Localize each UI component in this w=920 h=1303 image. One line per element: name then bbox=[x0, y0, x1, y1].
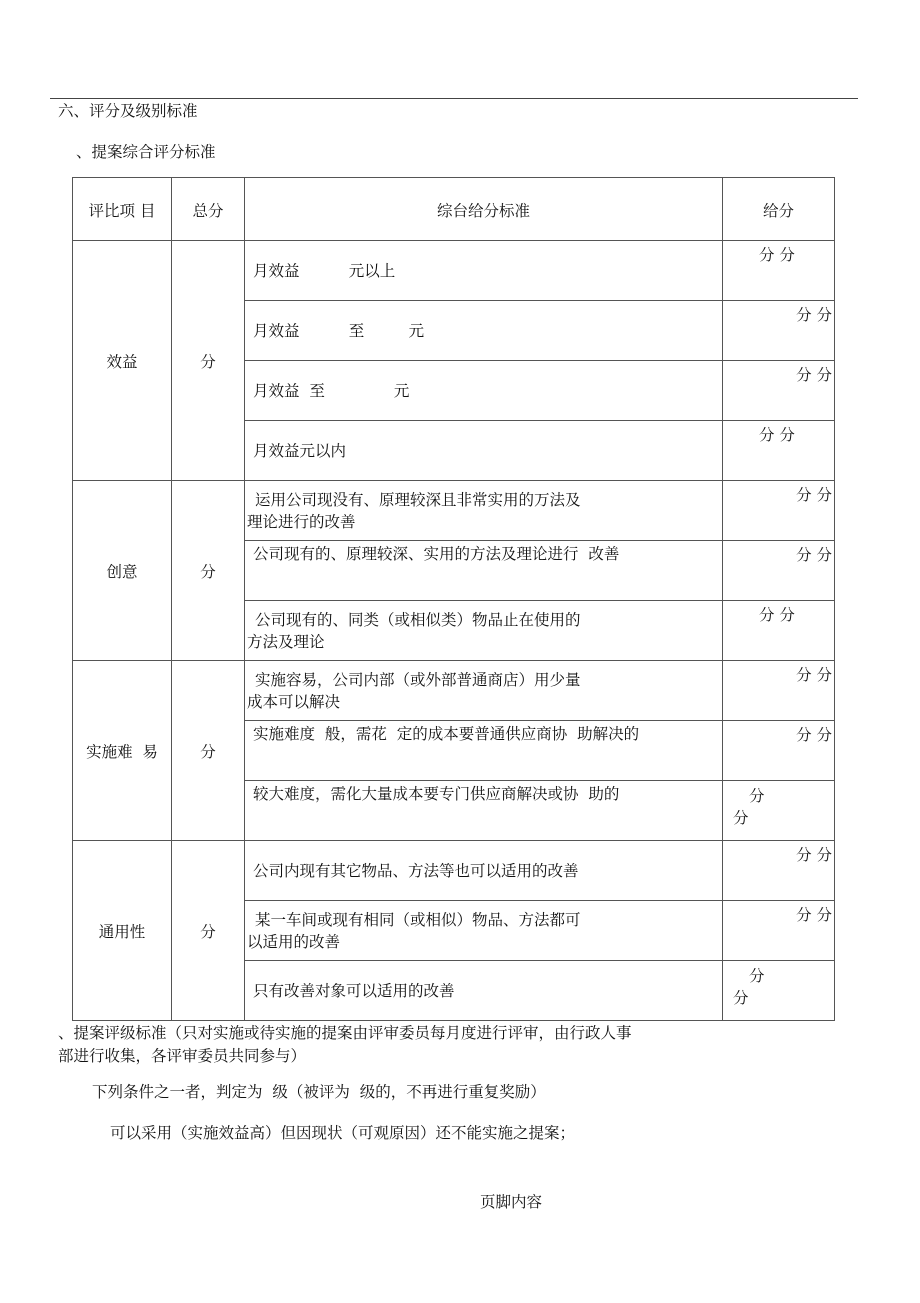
criteria-cell: 月效益 元以上 bbox=[245, 241, 723, 301]
table-row bbox=[73, 241, 835, 301]
header-item: 评比项 目 bbox=[73, 178, 172, 241]
sub-title: 、提案综合评分标准 bbox=[76, 143, 216, 161]
criteria-cell: 公司现有的、同类（或相似类）物品止在使用的 方法及理论 bbox=[245, 601, 723, 661]
score-cell: 分 分 bbox=[723, 661, 835, 721]
criteria-cell: 实施容易，公司内部（或外部普通商店）用少量 成本可以解决 bbox=[245, 661, 723, 721]
header-rule bbox=[50, 98, 858, 99]
criteria-cell: 只有改善对象可以适用的改善 bbox=[245, 961, 723, 1021]
total-difficulty: 分 bbox=[172, 661, 245, 841]
category-benefit: 效益 bbox=[73, 241, 172, 481]
criteria-cell: 实施难度 般，需花 定的成本要普通供应商协 助解决的 bbox=[245, 721, 723, 781]
level-standard-title: 、提案评级标准（只对实施或待实施的提案由评审委员每月度进行评审，由行政人事 部进行收集，各评审委员共同参与） bbox=[58, 1024, 632, 1065]
score-cell: 分 分 bbox=[723, 841, 835, 901]
score-cell: 分 分 bbox=[723, 361, 835, 421]
criteria-cell: 运用公司现没有、原理较深且非常实用的万法及 理论进行的改善 bbox=[245, 481, 723, 541]
page-footer: 页脚内容 bbox=[480, 1193, 543, 1211]
score-cell: 分 分 bbox=[723, 601, 835, 661]
criteria-cell: 月效益 至 元 bbox=[245, 361, 723, 421]
category-difficulty: 实施难 易 bbox=[73, 661, 172, 841]
header-criteria: 综台给分标准 bbox=[245, 178, 723, 241]
criteria-cell: 月效益元以内 bbox=[245, 421, 723, 481]
example-line: 可以采用（实施效益高）但因现状（可观原因）还不能实施之提案； bbox=[110, 1124, 576, 1142]
table-row bbox=[73, 841, 835, 901]
scoring-table bbox=[72, 177, 835, 1021]
criteria-cell: 较大难度，需化大量成本要专门供应商解决或协 助的 bbox=[245, 781, 723, 841]
total-applicability: 分 bbox=[172, 841, 245, 1021]
category-applicability: 通用性 bbox=[73, 841, 172, 1021]
header-score: 给分 bbox=[723, 178, 835, 241]
section-title: 六、评分及级别标准 bbox=[58, 102, 198, 120]
score-cell: 分 分 bbox=[723, 241, 835, 301]
criteria-cell: 月效益 至 元 bbox=[245, 301, 723, 361]
condition-line: 下列条件之一者，判定为 级（被评为 级的，不再进行重复奖励） bbox=[92, 1083, 546, 1101]
table-header-row bbox=[73, 178, 835, 241]
total-benefit: 分 bbox=[172, 241, 245, 481]
score-cell: 分 分 bbox=[723, 721, 835, 781]
score-cell: 分 分 bbox=[723, 301, 835, 361]
category-creativity: 创意 bbox=[73, 481, 172, 661]
score-cell: 分 分 bbox=[723, 481, 835, 541]
table-row bbox=[73, 661, 835, 721]
criteria-cell: 公司内现有其它物品、方法等也可以适用的改善 bbox=[245, 841, 723, 901]
score-cell: 分 分 bbox=[723, 541, 835, 601]
criteria-cell: 公司现有的、原理较深、实用的方法及理论进行 改善 bbox=[245, 541, 723, 601]
header-total: 总分 bbox=[172, 178, 245, 241]
score-cell: 分 分 bbox=[723, 961, 835, 1021]
total-creativity: 分 bbox=[172, 481, 245, 661]
score-cell: 分 分 bbox=[723, 901, 835, 961]
table-row bbox=[73, 481, 835, 541]
score-cell: 分 分 bbox=[723, 421, 835, 481]
criteria-cell: 某一车间或现有相同（或相似）物品、方法都可 以适用的改善 bbox=[245, 901, 723, 961]
score-cell: 分 分 bbox=[723, 781, 835, 841]
